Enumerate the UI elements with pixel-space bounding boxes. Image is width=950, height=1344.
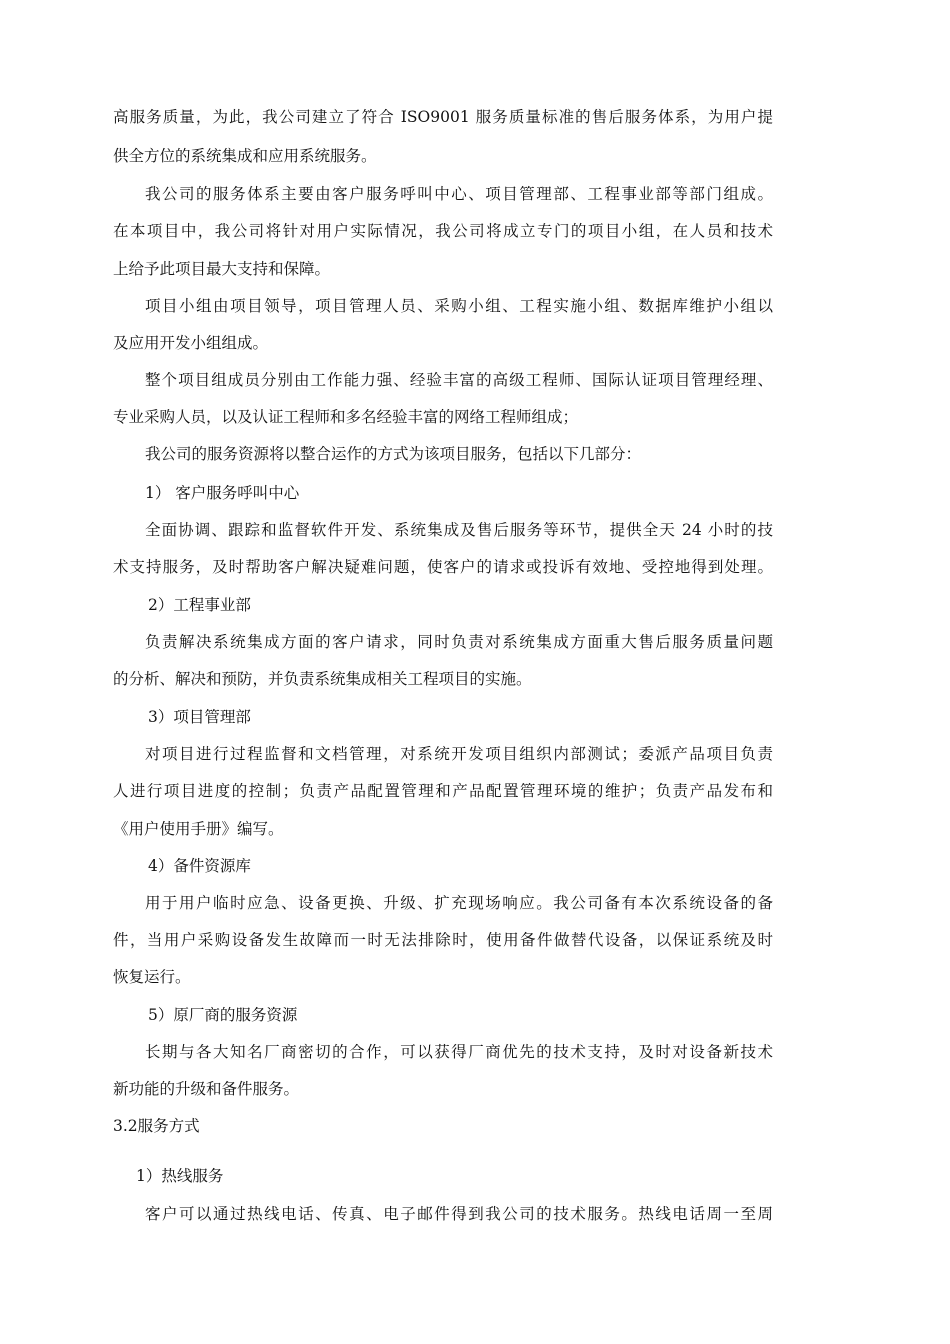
paragraph-line: 人进行项目进度的控制；负责产品配置管理和产品配置管理环境的维护；负责产品发布和 xyxy=(113,782,773,800)
paragraph-line: 对项目进行过程监督和文档管理，对系统开发项目组织内部测试；委派产品项目负责 xyxy=(145,745,773,763)
list-heading: 4）备件资源库 xyxy=(148,857,251,875)
list-heading: 5）原厂商的服务资源 xyxy=(148,1006,298,1024)
paragraph-line: 术支持服务，及时帮助客户解决疑难问题，使客户的请求或投诉有效地、受控地得到处理。 xyxy=(113,558,773,576)
paragraph-line: 负责解决系统集成方面的客户请求，同时负责对系统集成方面重大售后服务质量问题 xyxy=(145,633,773,651)
paragraph-line: 整个项目组成员分别由工作能力强、经验丰富的高级工程师、国际认证项目管理经理、 xyxy=(145,371,773,389)
paragraph-line: 及应用开发小组组成。 xyxy=(113,334,269,352)
list-heading: 1） 客户服务呼叫中心 xyxy=(145,484,300,502)
paragraph-line: 专业采购人员，以及认证工程师和多名经验丰富的网络工程师组成； xyxy=(113,408,579,426)
paragraph-line: 新功能的升级和备件服务。 xyxy=(113,1080,300,1098)
paragraph-line: 《用户使用手册》编写。 xyxy=(113,820,284,838)
paragraph-line: 件，当用户采购设备发生故障而一时无法排除时，使用备件做替代设备，以保证系统及时 xyxy=(113,931,773,949)
paragraph-line: 供全方位的系统集成和应用系统服务。 xyxy=(113,147,377,165)
paragraph-line: 客户可以通过热线电话、传真、电子邮件得到我公司的技术服务。热线电话周一至周 xyxy=(145,1205,773,1223)
paragraph-line: 的分析、解决和预防，并负责系统集成相关工程项目的实施。 xyxy=(113,670,532,688)
section-heading: 3.2服务方式 xyxy=(113,1117,200,1135)
paragraph-line: 高服务质量，为此，我公司建立了符合 ISO9001 服务质量标准的售后服务体系，为用户提 xyxy=(113,108,773,126)
paragraph-line: 项目小组由项目领导，项目管理人员、采购小组、工程实施小组、数据库维护小组以 xyxy=(145,297,773,315)
list-heading: 2）工程事业部 xyxy=(148,596,251,614)
paragraph-line: 上给予此项目最大支持和保障。 xyxy=(113,260,331,278)
paragraph-line: 长期与各大知名厂商密切的合作，可以获得厂商优先的技术支持，及时对设备新技术 xyxy=(145,1043,773,1061)
paragraph-line: 用于用户临时应急、设备更换、升级、扩充现场响应。我公司备有本次系统设备的备 xyxy=(145,894,773,912)
paragraph-line: 我公司的服务体系主要由客户服务呼叫中心、项目管理部、工程事业部等部门组成。 xyxy=(145,185,773,203)
paragraph-line: 在本项目中，我公司将针对用户实际情况，我公司将成立专门的项目小组，在人员和技术 xyxy=(113,222,773,240)
paragraph-line: 恢复运行。 xyxy=(113,968,191,986)
list-heading: 1）热线服务 xyxy=(136,1167,224,1185)
paragraph-line: 全面协调、跟踪和监督软件开发、系统集成及售后服务等环节，提供全天 24 小时的技 xyxy=(145,521,773,539)
paragraph-line: 我公司的服务资源将以整合运作的方式为该项目服务，包括以下几部分： xyxy=(145,445,642,463)
list-heading: 3）项目管理部 xyxy=(148,708,251,726)
